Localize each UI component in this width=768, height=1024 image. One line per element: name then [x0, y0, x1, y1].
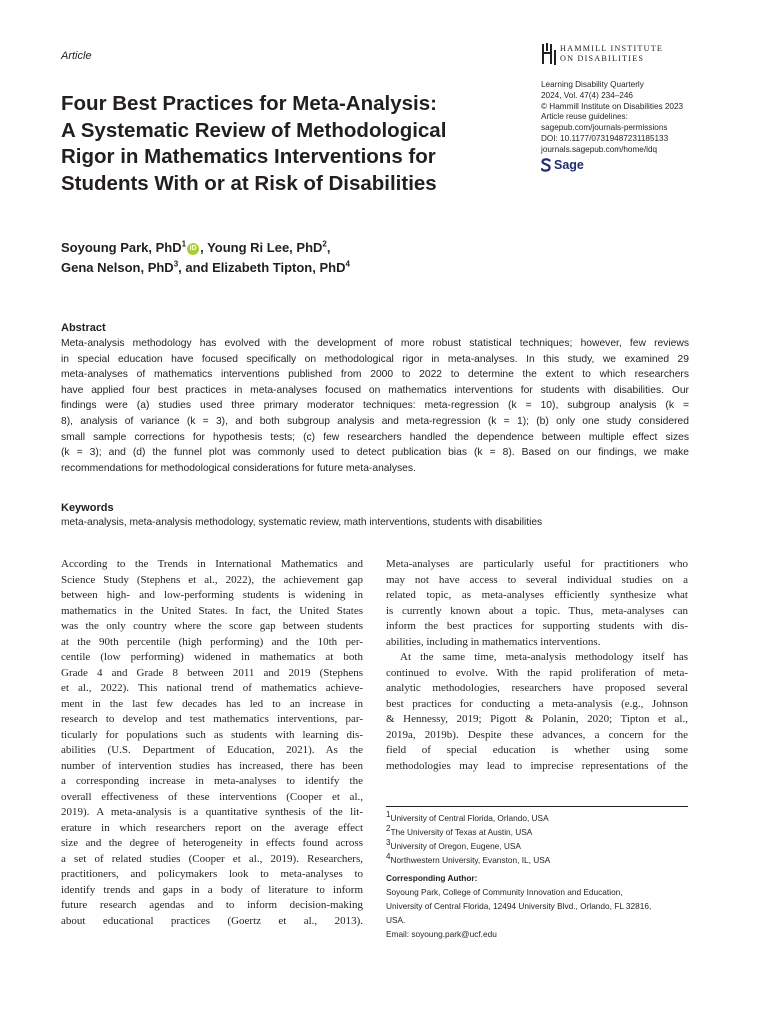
abstract-line: Meta-analysis methodology has evolved with the development of more robust statistical techniques; however, few reviews: [61, 338, 689, 349]
author-name: Gena Nelson, PhD: [61, 260, 174, 275]
body-line: 2019a, 2019b). Despite these advances, a concern for the: [386, 728, 688, 741]
body-line: et al., 2022). This national trend of mathematics achieve-: [61, 682, 363, 694]
author-name: , Young Ri Lee, PhD: [200, 240, 323, 255]
body-line: erature in which researchers report on the average effect: [61, 821, 363, 834]
journal-volume: 2024, Vol. 47(4) 234–246: [541, 90, 633, 100]
footnote-divider: [386, 806, 688, 807]
keywords-heading: Keywords: [61, 502, 114, 514]
abstract-line: small sample corrections for hypothesis tests; (c) few researchers handled the dependence between multiple effect sizes: [61, 431, 689, 443]
body-line: ticularly for populations such as students with learning dis-: [61, 728, 363, 741]
affiliation-item: [386, 853, 688, 867]
body-line: may not have access to several individual studies on a: [386, 573, 688, 586]
body-line: ment in the last few decades has led to an increase in: [61, 697, 363, 710]
author-affiliation-number: 4: [345, 259, 350, 269]
body-line: abilities, including in mathematics interventions.: [386, 635, 601, 648]
journal-info: [541, 80, 751, 156]
affiliation-text: The University of Texas at Austin, USA: [390, 827, 533, 837]
body-line: continued to evolve. With the rapid proliferation of meta-: [386, 666, 688, 679]
corresponding-author-line: University of Central Florida, 12494 University Blvd., Orlando, FL 32816,: [386, 901, 652, 911]
corresponding-author-line: Soyoung Park, College of Community Innovation and Education,: [386, 887, 623, 897]
body-line: between high- and low-performing students is widening in: [61, 589, 363, 601]
body-line: According to the Trends in International Mathematics and: [61, 558, 363, 570]
body-left-column: [61, 557, 363, 929]
affiliation-item: [386, 839, 688, 853]
body-line: at the 90th percentile (high performing) and the 10th per-: [61, 635, 363, 648]
footnotes: [386, 811, 688, 941]
corresponding-author-line: USA.: [386, 915, 406, 925]
journal-name: Learning Disability Quarterly: [541, 80, 644, 89]
body-line: field of special education is whether using some: [386, 744, 688, 756]
body-line: size and the degree of heterogeneity in effects found across: [61, 837, 363, 849]
affiliation-number: 3: [386, 838, 391, 848]
affiliation-number: 2: [386, 824, 391, 834]
corresponding-author-email[interactable]: Email: soyoung.park@ucf.edu: [386, 929, 497, 939]
title-line: Students With or at Risk of Disabilities: [61, 171, 437, 195]
sage-s-icon: [541, 158, 551, 172]
body-line: mathematics in the United States. In fact, the United States: [61, 604, 363, 617]
publisher-logo-text: [560, 44, 663, 64]
publisher-logo: [541, 41, 663, 67]
publisher-logo-line-2: ON DISABILITIES: [560, 54, 645, 63]
author-list: [61, 238, 521, 278]
body-line: identify trends and gaps in a body of literature to inform: [61, 883, 363, 896]
body-line: best practices for conducting a meta-analysis (e.g., Johnson: [386, 697, 688, 710]
abstract-line: findings were (a) studies used three primary moderator techniques: meta-regression (k = 10), subgroup analysis (k =: [61, 400, 689, 412]
abstract-line: recommendations for methodological considerations for future meta-analyses.: [61, 462, 416, 474]
body-line: number of intervention studies has increased, there has been: [61, 759, 363, 772]
keywords-list: meta-analysis, meta-analysis methodology, systematic review, math interventions, students with disabilities: [61, 517, 543, 528]
article-title: [61, 91, 521, 197]
body-line: practitioners, and policymakers look to meta-analyses to: [61, 868, 363, 880]
body-line: centile (low performing) widened in mathematics at both: [61, 651, 363, 663]
body-line: 2019). A meta-analysis is a quantitative synthesis of the lit-: [61, 806, 363, 818]
affiliation-text: University of Oregon, Eugene, USA: [390, 841, 521, 851]
body-line: research to develop and test mathematics interventions, par-: [61, 713, 363, 725]
author-name: Soyoung Park, PhD: [61, 240, 182, 255]
body-line: overall effectiveness of these interventions (Cooper et al.,: [61, 790, 363, 803]
body-line: future research agendas and to inform decision-making: [61, 899, 363, 911]
body-right-column: [386, 557, 688, 774]
reuse-label: Article reuse guidelines:: [541, 112, 628, 122]
journal-url[interactable]: journals.sagepub.com/home/ldq: [541, 144, 658, 154]
author-affiliation-number: 3: [173, 259, 179, 269]
body-line: a set of related studies (Cooper et al., 2019). Researchers,: [61, 852, 363, 865]
article-type-label: Article: [61, 50, 92, 62]
body-line: about educational practices (Goertz et al., 2013).: [61, 914, 363, 927]
body-line: a corresponding increase in meta-analyses to identify the: [61, 775, 363, 787]
body-line: is currently known about a topic. Thus, meta-analyses can: [386, 604, 688, 617]
abstract-line: 8), analysis of variance (k = 3), and both subgroup analysis and meta-regression (k = 1); (b) only one study considered: [61, 415, 689, 427]
title-line: Four Best Practices for Meta-Analysis:: [61, 92, 437, 115]
hammill-logo-icon: [541, 42, 557, 66]
affiliation-item: [386, 811, 688, 825]
title-line: Rigor in Mathematics Interventions for: [61, 145, 436, 168]
body-line: & Hennessy, 2019; Pigott & Polanin, 2020; Tipton et al.,: [386, 713, 688, 725]
author-separator: ,: [326, 240, 331, 255]
author-name: , and Elizabeth Tipton, PhD: [178, 260, 346, 275]
body-line: was the only country where the score gap between students: [61, 620, 363, 632]
author-affiliation-number: 2: [322, 239, 327, 249]
doi[interactable]: DOI: 10.1177/07319487231185133: [541, 133, 669, 143]
body-line: Science Study (Stephens et al., 2022), the achievement gap: [61, 573, 363, 586]
sage-logo-text: Sage: [554, 158, 584, 172]
body-line: Meta-analyses are particularly useful for practitioners who: [386, 558, 688, 570]
affiliation-number: 4: [386, 852, 391, 862]
affiliation-text: Northwestern University, Evanston, IL, USA: [390, 855, 551, 865]
abstract-heading: Abstract: [61, 322, 106, 334]
abstract-body: [61, 336, 689, 476]
copyright: © Hammill Institute on Disabilities 2023: [541, 101, 684, 111]
publisher-logo-line-1: HAMMILL INSTITUTE: [560, 44, 664, 53]
affiliation-item: [386, 825, 688, 839]
body-line: methodologies may lead to imprecise representations of the: [386, 759, 688, 772]
author-affiliation-number: 1: [181, 239, 187, 249]
title-line: A Systematic Review of Methodological: [61, 118, 447, 142]
affiliation-number: 1: [386, 810, 391, 820]
orcid-icon[interactable]: iD: [187, 243, 199, 255]
abstract-line: (k = 3); and (d) the funnel plot was commonly used to detect publication bias (k = 8). Based on our findings, we make: [61, 447, 689, 459]
abstract-line: meta-analyses of mathematics interventions published from 2000 to 2022 to determine the extent to which researchers: [61, 369, 689, 381]
affiliation-text: University of Central Florida, Orlando, USA: [390, 813, 549, 823]
abstract-line: in special education have focused specifically on methodological rigor in meta-analyses. In this study, we examined 29: [61, 353, 689, 365]
body-line: abilities (U.S. Department of Education, 2021). As the: [61, 744, 363, 756]
body-line: analytic methodologies, researchers have proposed several: [386, 682, 688, 694]
sage-logo: [541, 158, 584, 172]
author-line-2: [61, 258, 521, 278]
body-line: Grade 4 and Grade 8 between 2011 and 2019 (Stephens: [61, 666, 363, 679]
corresponding-author-heading: Corresponding Author:: [386, 873, 478, 883]
body-line: related topic, as meta-analyses efficiently synthesize what: [386, 589, 688, 601]
body-line: At the same time, meta-analysis methodology itself has: [400, 651, 688, 663]
body-line: inform the best practices for supporting students with dis-: [386, 620, 688, 632]
author-line-1: [61, 238, 521, 258]
abstract-line: have applied four best practices in meta-analyses focused on mathematics interventions for students with disabilities. Our: [61, 384, 689, 396]
reuse-link[interactable]: sagepub.com/journals-permissions: [541, 123, 668, 133]
